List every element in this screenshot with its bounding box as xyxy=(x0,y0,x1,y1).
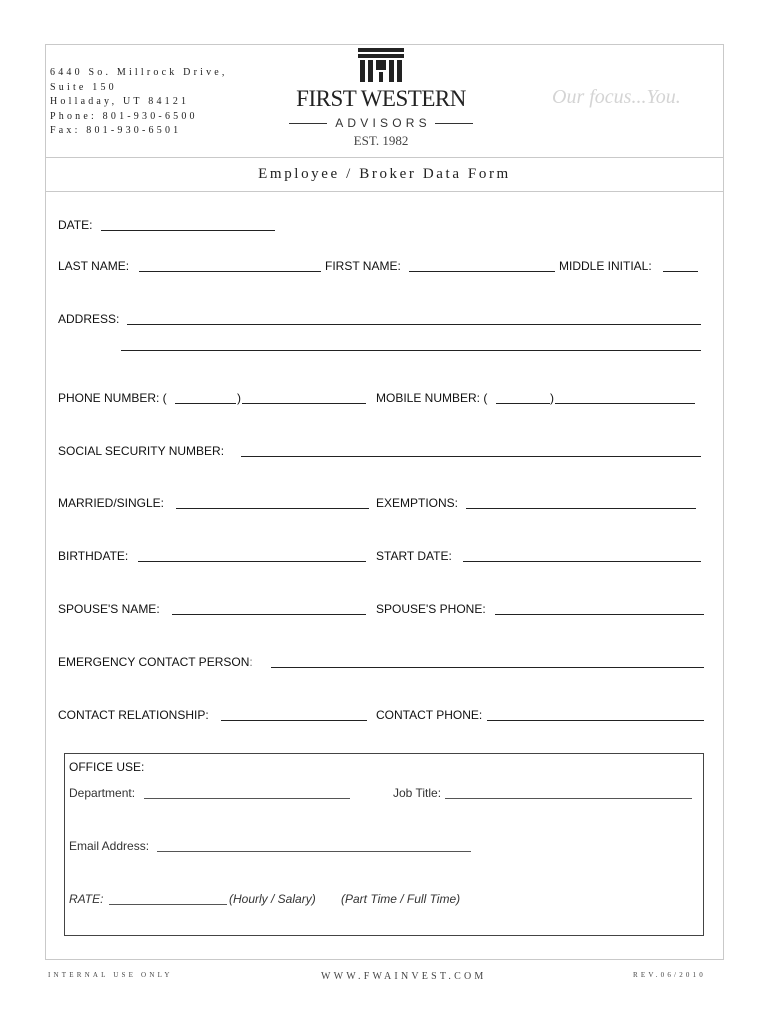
department-field[interactable] xyxy=(144,798,350,799)
logo-mark-icon xyxy=(358,48,404,84)
start-date-label: START DATE: xyxy=(376,549,452,563)
mobile-number-field[interactable] xyxy=(555,403,695,404)
married-single-label: MARRIED/SINGLE: xyxy=(58,496,165,510)
mobile-number-label: MOBILE NUMBER: ( xyxy=(376,391,488,405)
phone-number-label: PHONE NUMBER: ( xyxy=(58,391,167,405)
divider xyxy=(289,123,327,124)
middle-initial-label: MIDDLE INITIAL: xyxy=(559,259,652,273)
birthdate-label: BIRTHDATE: xyxy=(58,549,129,563)
mobile-paren-close: ) xyxy=(550,391,554,405)
emergency-contact-colon: : xyxy=(249,655,253,669)
phone-paren-close: ) xyxy=(237,391,241,405)
footer-revision: REV.06/2010 xyxy=(633,971,706,979)
married-single-field[interactable] xyxy=(176,508,369,509)
last-name-field[interactable] xyxy=(139,271,321,272)
rate-field[interactable] xyxy=(109,904,227,905)
rate-label: RATE: xyxy=(69,892,104,906)
last-name-label: LAST NAME: xyxy=(58,259,130,273)
company-address xyxy=(50,66,228,139)
divider xyxy=(435,123,473,124)
address-line: 6440 So. Millrock Drive, xyxy=(50,67,228,78)
firm-name: FIRST WESTERN xyxy=(296,86,466,111)
spouse-name-label: SPOUSE'S NAME: xyxy=(58,602,160,616)
middle-initial-field[interactable] xyxy=(663,271,698,272)
contact-relationship-label: CONTACT RELATIONSHIP: xyxy=(58,708,209,722)
job-title-label: Job Title: xyxy=(393,786,442,800)
slogan: Our focus...You. xyxy=(552,86,681,108)
fax-line: Fax: 801-930-6501 xyxy=(50,125,182,137)
form-title: Employee / Broker Data Form xyxy=(258,166,511,182)
office-use-title: OFFICE USE: xyxy=(69,760,145,774)
address-line: Holladay, UT 84121 xyxy=(50,96,190,108)
address-line: Suite 150 xyxy=(50,81,117,93)
mobile-area-code-field[interactable] xyxy=(496,403,550,404)
address-field-line1[interactable] xyxy=(127,324,701,325)
exemptions-label: EXEMPTIONS: xyxy=(376,496,459,510)
phone-line: Phone: 801-930-6500 xyxy=(50,110,198,122)
hourly-salary-option[interactable]: (Hourly / Salary) xyxy=(229,892,316,906)
emergency-contact-text: EMERGENCY CONTACT PERSON xyxy=(58,655,250,669)
ssn-label: SOCIAL SECURITY NUMBER: xyxy=(58,444,225,458)
date-label: DATE: xyxy=(58,218,93,232)
contact-phone-field[interactable] xyxy=(487,720,704,721)
phone-number-field[interactable] xyxy=(242,403,366,404)
office-use-box xyxy=(64,753,704,936)
start-date-field[interactable] xyxy=(463,561,701,562)
firm-subtitle-row xyxy=(272,116,490,130)
address-field-line2[interactable] xyxy=(121,350,701,351)
spouse-phone-field[interactable] xyxy=(495,614,704,615)
emergency-contact-label xyxy=(58,655,253,669)
email-address-field[interactable] xyxy=(157,851,471,852)
emergency-contact-field[interactable] xyxy=(271,667,704,668)
spouse-name-field[interactable] xyxy=(172,614,366,615)
birthdate-field[interactable] xyxy=(138,561,366,562)
form-title-bar xyxy=(45,157,724,192)
first-name-label: FIRST NAME: xyxy=(325,259,401,273)
phone-area-code-field[interactable] xyxy=(175,403,236,404)
contact-relationship-field[interactable] xyxy=(221,720,367,721)
exemptions-field[interactable] xyxy=(466,508,696,509)
contact-phone-label: CONTACT PHONE: xyxy=(376,708,483,722)
company-logo xyxy=(272,46,490,154)
date-field[interactable] xyxy=(101,230,275,231)
footer-website-link[interactable]: WWW.FWAINVEST.COM xyxy=(321,971,487,982)
footer-internal-use: INTERNAL USE ONLY xyxy=(48,971,173,979)
ssn-field[interactable] xyxy=(241,456,701,457)
department-label: Department: xyxy=(69,786,136,800)
address-label: ADDRESS: xyxy=(58,312,120,326)
job-title-field[interactable] xyxy=(445,798,692,799)
email-address-label: Email Address: xyxy=(69,839,150,853)
first-name-field[interactable] xyxy=(409,271,555,272)
spouse-phone-label: SPOUSE'S PHONE: xyxy=(376,602,486,616)
established-year: EST. 1982 xyxy=(353,133,409,148)
part-full-time-option[interactable]: (Part Time / Full Time) xyxy=(341,892,461,906)
firm-subtitle: ADVISORS xyxy=(335,116,431,130)
